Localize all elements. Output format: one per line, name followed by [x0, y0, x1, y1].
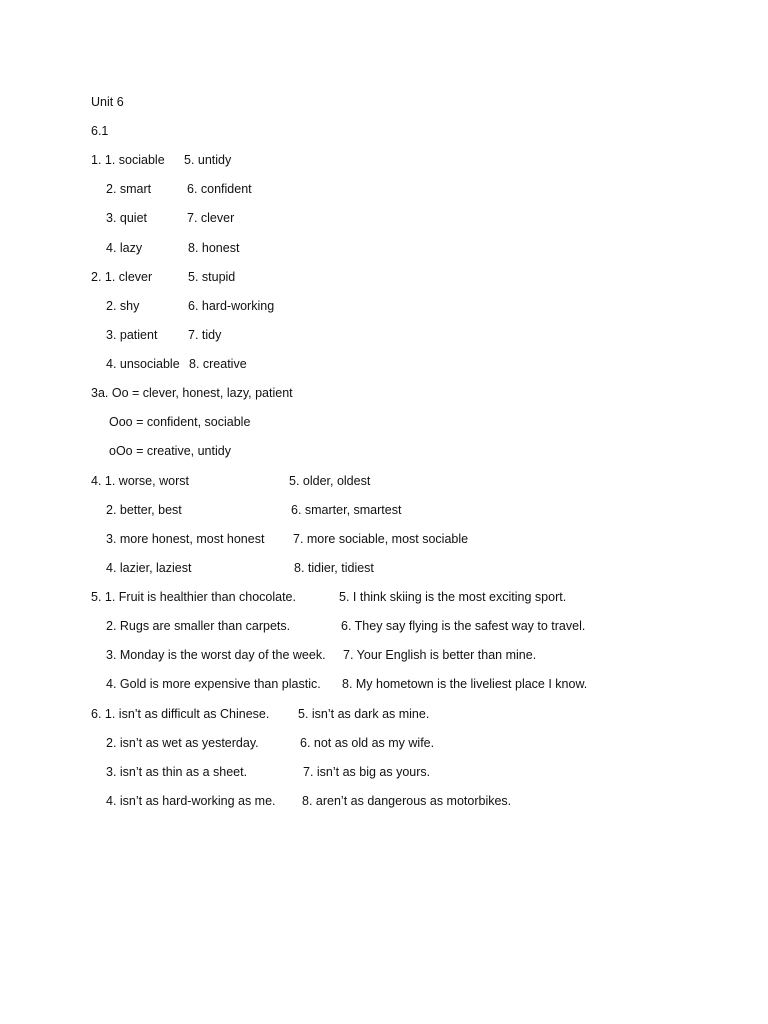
ex4-item-4: 4. lazier, laziest: [106, 561, 192, 575]
ex4-item-6: 6. smarter, smartest: [291, 503, 402, 517]
ex4-item-3: 3. more honest, most honest: [106, 532, 265, 546]
ex6-item-8: 8. aren’t as dangerous as motorbikes.: [302, 794, 512, 808]
ex1-item-7: 7. clever: [187, 211, 235, 225]
ex1-item-5: 5. untidy: [184, 153, 232, 167]
ex2-item-5: 5. stupid: [188, 270, 236, 284]
ex2-item-1: 2. 1. clever: [91, 270, 153, 284]
ex6-item-2: 2. isn’t as wet as yesterday.: [106, 736, 259, 750]
ex1-item-6: 6. confident: [187, 182, 252, 196]
ex1-item-2: 2. smart: [106, 182, 152, 196]
ex5-item-7: 7. Your English is better than mine.: [343, 648, 537, 662]
ex6-item-7: 7. isn’t as big as yours.: [303, 765, 431, 779]
ex6-item-1: 6. 1. isn’t as difficult as Chinese.: [91, 707, 270, 721]
ex4-item-5: 5. older, oldest: [289, 474, 371, 488]
ex3a-line-3: oOo = creative, untidy: [109, 444, 231, 458]
ex5-item-3: 3. Monday is the worst day of the week.: [106, 648, 326, 662]
ex6-item-4: 4. isn’t as hard-working as me.: [106, 794, 276, 808]
ex4-item-2: 2. better, best: [106, 503, 182, 517]
section-number: 6.1: [91, 124, 109, 138]
ex5-item-8: 8. My hometown is the liveliest place I know.: [342, 677, 588, 691]
ex5-item-1: 5. 1. Fruit is healthier than chocolate.: [91, 590, 296, 604]
ex1-item-4: 4. lazy: [106, 241, 143, 255]
ex2-item-3: 3. patient: [106, 328, 158, 342]
unit-title: Unit 6: [91, 95, 124, 109]
ex2-item-2: 2. shy: [106, 299, 140, 313]
ex2-item-4: 4. unsociable: [106, 357, 180, 371]
ex5-item-6: 6. They say flying is the safest way to travel.: [341, 619, 586, 633]
ex4-item-7: 7. more sociable, most sociable: [293, 532, 469, 546]
ex1-item-1: 1. 1. sociable: [91, 153, 165, 167]
ex2-item-8: 8. creative: [189, 357, 247, 371]
ex3a-line-2: Ooo = confident, sociable: [109, 415, 251, 429]
ex2-item-6: 6. hard-working: [188, 299, 275, 313]
ex3a-line-1: 3a. Oo = clever, honest, lazy, patient: [91, 386, 293, 400]
ex2-item-7: 7. tidy: [188, 328, 222, 342]
ex6-item-5: 5. isn’t as dark as mine.: [298, 707, 430, 721]
ex4-item-8: 8. tidier, tidiest: [294, 561, 374, 575]
ex5-item-4: 4. Gold is more expensive than plastic.: [106, 677, 321, 691]
ex1-item-3: 3. quiet: [106, 211, 148, 225]
ex5-item-5: 5. I think skiing is the most exciting sport.: [339, 590, 567, 604]
ex6-item-6: 6. not as old as my wife.: [300, 736, 435, 750]
ex6-item-3: 3. isn’t as thin as a sheet.: [106, 765, 248, 779]
ex5-item-2: 2. Rugs are smaller than carpets.: [106, 619, 291, 633]
ex1-item-8: 8. honest: [188, 241, 240, 255]
ex4-item-1: 4. 1. worse, worst: [91, 474, 189, 488]
